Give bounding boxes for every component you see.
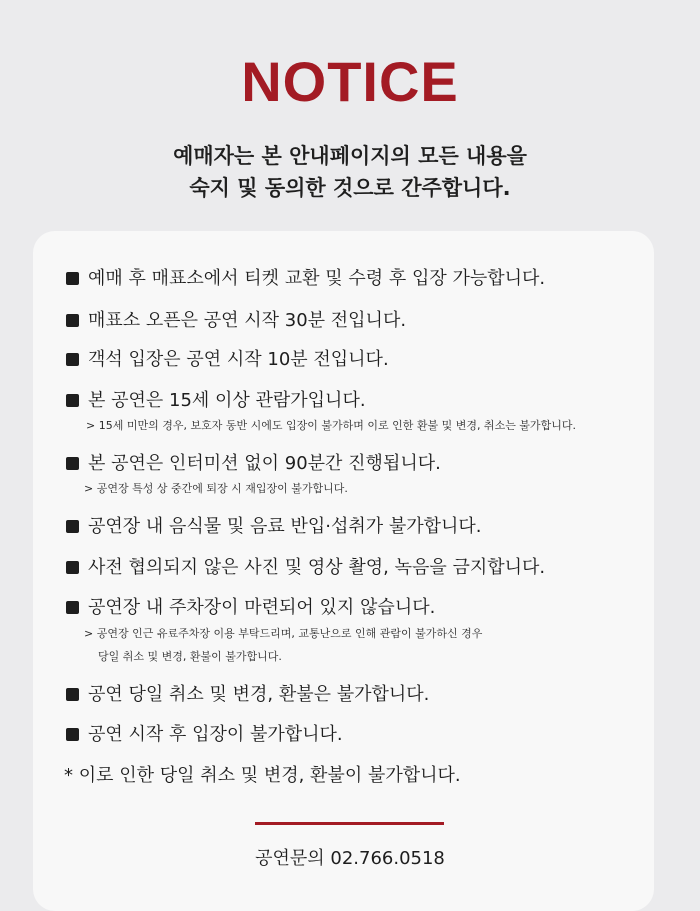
square-bullet-icon [66,457,79,470]
intro-line-1: 예매자는 본 안내페이지의 모든 내용을 [173,144,527,168]
notice-item [66,683,666,707]
notice-item-text: 매표소 오픈은 공연 시작 30분 전입니다. [88,310,407,331]
notice-item-subnote: > 공연장 인근 유료주차장 이용 부탁드리며, 교통난으로 인해 관람이 불가하신 경우 [84,627,483,640]
square-bullet-icon [66,520,79,533]
notice-title: NOTICE [241,50,459,113]
square-bullet-icon [66,601,79,614]
notice-item-subnote: 당일 취소 및 변경, 환불이 불가합니다. [98,650,282,663]
notice-item [66,723,666,747]
notice-item-text: 공연 당일 취소 및 변경, 환불은 불가합니다. [88,684,430,705]
notice-item-text: 공연 시작 후 입장이 불가합니다. [88,724,343,745]
intro-text [0,140,700,204]
square-bullet-icon [66,728,79,741]
notice-item-subnote: > 공연장 특성 상 중간에 퇴장 시 재입장이 불가합니다. [84,482,348,495]
notice-item-text: 사전 협의되지 않은 사진 및 영상 촬영, 녹음을 금지합니다. [88,557,546,578]
square-bullet-icon [66,394,79,407]
square-bullet-icon [66,272,79,285]
notice-item-text: 본 공연은 15세 이상 관람가입니다. [88,390,366,411]
notice-item-text: 공연장 내 음식물 및 음료 반입·섭취가 불가합니다. [88,516,482,537]
intro-line-2: 숙지 및 동의한 것으로 간주합니다. [189,176,511,200]
notice-item-text: 공연장 내 주차장이 마련되어 있지 않습니다. [88,597,436,618]
notice-item [66,596,666,620]
notice-item [66,348,666,372]
contact-info: 공연문의 02.766.0518 [255,848,445,869]
notice-item [66,267,666,291]
notice-item-text: 예매 후 매표소에서 티켓 교환 및 수령 후 입장 가능합니다. [88,268,546,289]
divider [255,822,444,825]
square-bullet-icon [66,561,79,574]
notice-item-subnote: > 15세 미만의 경우, 보호자 동반 시에도 입장이 불가하며 이로 인한 환불 및 변경, 취소는 불가합니다. [86,419,576,432]
square-bullet-icon [66,688,79,701]
footnote: * 이로 인한 당일 취소 및 변경, 환불이 불가합니다. [64,765,461,786]
notice-item [66,556,666,580]
square-bullet-icon [66,353,79,366]
notice-item [66,515,666,539]
notice-item-text: 본 공연은 인터미션 없이 90분간 진행됩니다. [88,453,441,474]
square-bullet-icon [66,314,79,327]
notice-item [66,389,666,413]
notice-item-text: 객석 입장은 공연 시작 10분 전입니다. [88,349,389,370]
notice-item [66,309,666,333]
notice-item [66,452,666,476]
